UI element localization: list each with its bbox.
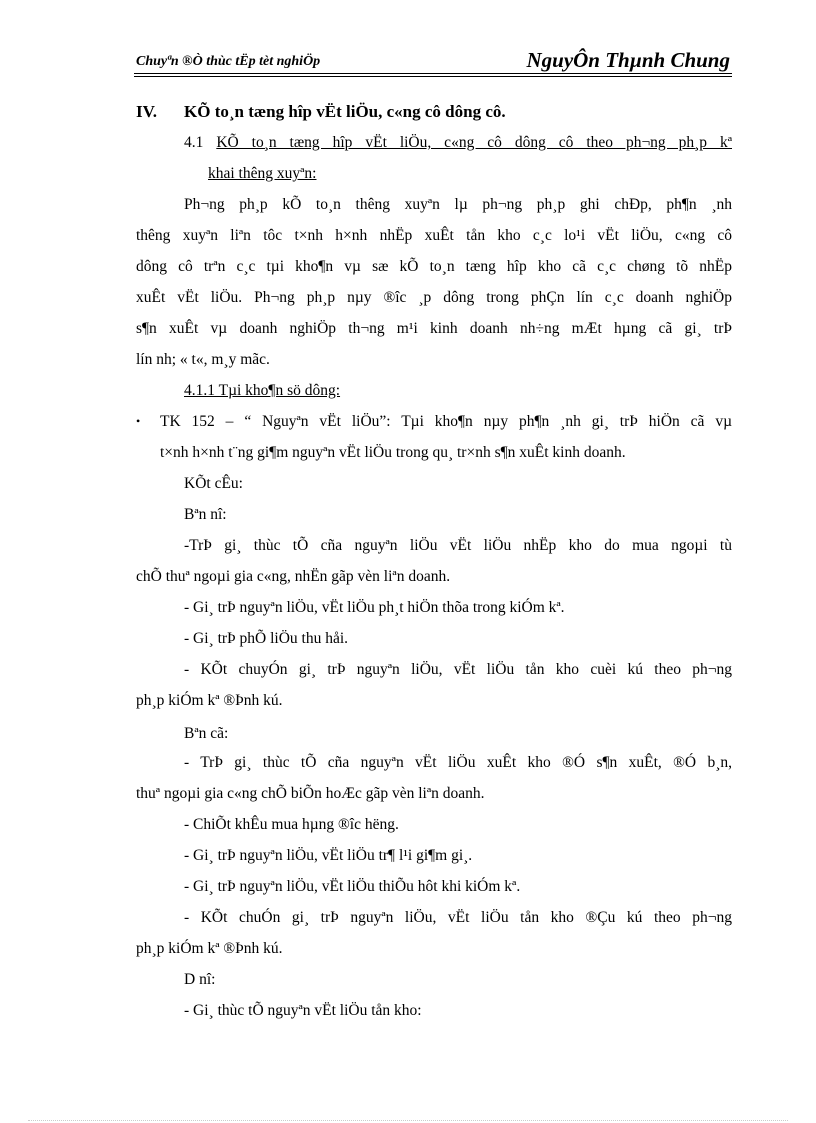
para1-line: Ph¬ng ph¸p kÕ to¸n thêng xuyªn lµ ph¬ng ph¸p ghi chÐp, ph¶n ¸nh — [184, 196, 732, 213]
subsection-4-1-number: 4.1 — [184, 134, 204, 151]
subsection-4-1-title-line2: khai thêng xuyªn: — [208, 165, 317, 182]
credit-item-line: - Gi¸ trÞ nguyªn liÖu, vËt liÖu tr¶ l¹i gi¶m gi¸. — [184, 847, 473, 864]
bullet-icon: • — [136, 414, 141, 428]
debit-item-line: -TrÞ gi¸ thùc tÕ cña nguyªn liÖu vËt liÖu nhËp kho do mua ngoµi tù — [184, 537, 732, 554]
tk152-bullet — [136, 406, 732, 437]
structure-label: KÕt cÊu: — [184, 475, 243, 492]
balance-label: D nî: — [184, 971, 216, 988]
debit-item-line: - Gi¸ trÞ phÕ liÖu thu håi. — [184, 630, 349, 647]
credit-item-line: - TrÞ gi¸ thùc tÕ cña nguyªn vËt liÖu xuÊt kho ®Ó s¶n xuÊt, ®Ó b¸n, — [184, 754, 732, 771]
credit-item-line: - KÕt chuÓn gi¸ trÞ nguyªn liÖu, vËt liÖu tån kho ®Çu kú theo ph¬ng — [184, 909, 732, 926]
debit-label: Bªn nî: — [184, 506, 227, 523]
para1-line: dông cô trªn c¸c tµi kho¶n vµ sæ kÕ to¸n tæng hîp kho cã c¸c chøng tõ nhËp — [136, 258, 732, 275]
subsection-4-1-1-title: 4.1.1 Tµi kho¶n sö dông: — [184, 382, 341, 399]
credit-label: Bªn cã: — [184, 725, 229, 742]
subsection-4-1-1-heading — [136, 375, 732, 406]
subsection-4-1-heading — [136, 127, 732, 158]
section-title: KÕ to¸n tæng hîp vËt liÖu, c«ng cô dông cô. — [184, 102, 506, 121]
credit-item-line: - ChiÕt khÊu mua hµng ®îc hëng. — [184, 816, 399, 833]
debit-item-line: ph¸p kiÓm kª ®Þnh kú. — [136, 692, 283, 709]
credit-item-line: ph¸p kiÓm kª ®Þnh kú. — [136, 940, 283, 957]
section-number: IV. — [136, 102, 157, 121]
para1-line: lín nh; « t«, m¸y mãc. — [136, 351, 270, 368]
section-heading — [136, 96, 732, 127]
tk152-line1: TK 152 – “ Nguyªn vËt liÖu”: Tµi kho¶n nµy ph¶n ¸nh gi¸ trÞ hiÖn cã vµ — [160, 413, 732, 430]
para1-line: thêng xuyªn liªn tôc t×nh h×nh nhËp xuÊt tån kho c¸c lo¹i vËt liÖu, c«ng cô — [136, 227, 732, 244]
debit-item-line: chÕ thuª ngoµi gia c«ng, nhËn gãp vèn liªn doanh. — [136, 568, 451, 585]
credit-item-line: thuª ngoµi gia c«ng chÕ biÕn hoÆc gãp vèn liªn doanh. — [136, 785, 485, 802]
header-rule — [134, 73, 732, 74]
document-body — [136, 96, 732, 1026]
balance-item-line: - Gi¸ thùc tÕ nguyªn vËt liÖu tån kho: — [184, 1002, 422, 1019]
tk152-line2: t×nh h×nh t¨ng gi¶m nguyªn vËt liÖu trong qu¸ tr×nh s¶n xuÊt kinh doanh. — [160, 444, 626, 461]
para1-line: xuÊt vËt liÖu. Ph¬ng ph¸p nµy ®îc ¸p dông trong phÇn lín c¸c doanh nghiÖp — [136, 289, 732, 306]
para1-line: s¶n xuÊt vµ doanh nghiÖp th¬ng m¹i kinh doanh nh÷ng mÆt hµng cã gi¸ trÞ — [136, 320, 732, 337]
subsection-4-1-title-line1: KÕ to¸n tæng hîp vËt liÖu, c«ng cô dông cô theo ph¬ng ph¸p kª — [216, 134, 732, 151]
debit-item-line: - Gi¸ trÞ nguyªn liÖu, vËt liÖu ph¸t hiÖn thõa trong kiÓm kª. — [184, 599, 565, 616]
subsection-4-1-title-line2-row — [136, 158, 732, 189]
header-author: NguyÔn Thµnh Chung — [526, 48, 730, 72]
page-bottom-border — [28, 1120, 788, 1121]
credit-item-line: - Gi¸ trÞ nguyªn liÖu, vËt liÖu thiÕu hôt khi kiÓm kª. — [184, 878, 521, 895]
header-left-title: Chuyªn ®Ò thùc tËp tèt nghiÖp — [136, 54, 321, 69]
debit-item-line: - KÕt chuyÓn gi¸ trÞ nguyªn liÖu, vËt liÖu tån kho cuèi kú theo ph¬ng — [184, 661, 732, 678]
header-rule-thin — [134, 76, 732, 77]
